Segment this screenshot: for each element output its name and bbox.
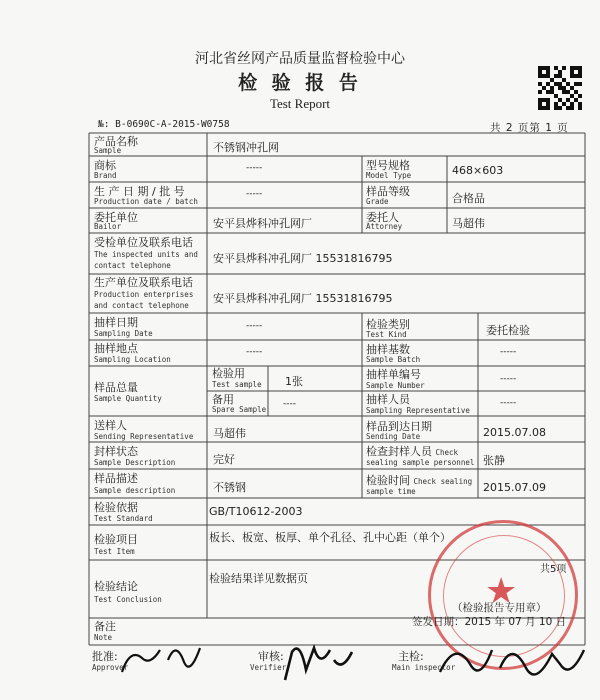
grade-value: 合格品 [452, 192, 485, 205]
attorney-label-en: Attorney [366, 222, 403, 231]
attorney-value: 马超伟 [452, 217, 485, 230]
test-standard-label: 检验依据 [94, 501, 138, 514]
sample-description-value: 不锈钢 [213, 481, 246, 494]
sampler-label-en: Sampling Representative [366, 406, 470, 415]
model-label: 型号规格 [366, 159, 410, 172]
main-inspector-label-en: Main inspector [392, 663, 456, 672]
sample-quantity-label-en: Sample Quantity [94, 394, 162, 403]
sample-quantity-label: 样品总量 [94, 381, 138, 394]
grade-label: 样品等级 [366, 185, 410, 198]
approver-label: 批准: [92, 650, 118, 663]
report-subtitle: Test Report [269, 96, 331, 111]
main-inspector-label: 主检: [398, 650, 424, 663]
sample-label: 产品名称 [94, 135, 138, 148]
org-name: 河北省丝网产品质量监督检验中心 [195, 51, 405, 67]
sender-label-en: Sending Representative [94, 432, 194, 441]
brand-value: ----- [246, 163, 263, 173]
sampling-location-label-en: Sampling Location [94, 355, 171, 364]
test-item-label-en: Test Item [94, 547, 135, 556]
check-time-label-en-b: sample time [366, 487, 416, 496]
seal-status-value: 完好 [213, 453, 235, 466]
sample-label-en: Sample [94, 146, 122, 155]
sampling-date-label-en: Sampling Date [94, 329, 153, 338]
bailor-label: 委托单位 [94, 211, 138, 224]
model-label-en: Model Type [366, 171, 412, 180]
test-kind-value: 委托检验 [486, 324, 530, 337]
brand-label-en: Brand [94, 171, 117, 180]
checker-label: 检查封样人员 [366, 445, 432, 458]
star-icon: ★ [485, 571, 518, 612]
test-standard-value: GB/T10612-2003 [209, 505, 303, 518]
approver-label-en: Approver [92, 663, 129, 672]
check-time-label-en-a: Check sealing [413, 477, 473, 486]
spare-sample-label-en: Spare Sample [212, 405, 267, 414]
test-sample-value: 1张 [285, 375, 303, 388]
sampling-date-label: 抽样日期 [94, 316, 138, 329]
sample-description-label: 样品描述 [94, 472, 138, 485]
issue-date: 签发日期：2015 年 07 月 10 日 [412, 616, 567, 628]
sample-batch-label-en: Sample Batch [366, 355, 421, 364]
conclusion-label-en: Test Conclusion [94, 595, 162, 604]
test-kind-label-en: Test Kind [366, 330, 407, 339]
producer-label: 生产单位及联系电话 [94, 276, 193, 289]
verifier-label: 审核: [258, 650, 284, 663]
sample-batch-value: ----- [500, 347, 517, 357]
sending-date-label-en: Sending Date [366, 432, 421, 441]
sample-description-label-en: Sample description [94, 486, 176, 495]
sampler-label: 抽样人员 [366, 393, 410, 406]
spare-sample-label: 备用 [212, 393, 234, 406]
sender-value: 马超伟 [213, 427, 246, 440]
sending-date-label: 样品到达日期 [366, 420, 432, 433]
sending-date-value: 2015.07.08 [483, 426, 546, 439]
producer-value: 安平县烨科冲孔网厂 15531816795 [213, 292, 393, 305]
producer-label-en-1: Production enterprises [94, 290, 194, 299]
checker-label-en-a: Check [435, 448, 459, 457]
attorney-label: 委托人 [366, 211, 399, 224]
spare-sample-value: ---- [283, 399, 296, 409]
note-label-en: Note [94, 633, 113, 642]
test-item-label: 检验项目 [94, 533, 138, 546]
seal-status-label: 封样状态 [94, 445, 138, 458]
conclusion-label: 检验结论 [94, 580, 138, 593]
production-date-label-en: Production date / batch [94, 197, 198, 206]
grade-label-en: Grade [366, 197, 389, 206]
page-info: 共 2 页第 1 页 [490, 122, 569, 134]
sampler-value: ----- [500, 398, 517, 408]
sender-label: 送样人 [94, 419, 127, 432]
bailor-label-en: Bailor [94, 222, 122, 231]
sample-number-label: 抽样单编号 [366, 368, 421, 381]
test-kind-label: 检验类别 [366, 318, 410, 331]
checker-value: 张静 [483, 454, 505, 467]
production-date-value: ----- [246, 189, 263, 199]
inspected-units-label: 受检单位及联系电话 [94, 236, 193, 249]
test-sample-label: 检验用 [212, 367, 245, 380]
note-label: 备注 [94, 620, 116, 633]
sample-batch-label: 抽样基数 [366, 343, 410, 356]
report-title: 检 验 报 告 [238, 72, 362, 94]
inspected-units-label-en-2: contact telephone [94, 261, 171, 270]
sampling-location-value: ----- [246, 347, 263, 357]
brand-label: 商标 [94, 159, 116, 172]
sampling-location-label: 抽样地点 [94, 342, 138, 355]
item-count: 共5项 [540, 564, 567, 575]
seal-status-label-en: Sample Description [94, 458, 176, 467]
sample-value: 不锈钢冲孔网 [213, 141, 279, 154]
model-value: 468×603 [452, 164, 504, 177]
sample-number-value: ----- [500, 374, 517, 384]
sampling-date-value: ----- [246, 321, 263, 331]
conclusion-value: 检验结果详见数据页 [209, 572, 308, 585]
checker-label-en-b: sealing sample personnel [366, 458, 475, 467]
sample-number-label-en: Sample Number [366, 381, 425, 390]
check-time-value: 2015.07.09 [483, 481, 546, 494]
test-item-value: 板长、板宽、板厚、单个孔径、孔中心距（单个） [209, 531, 451, 544]
inspected-units-label-en-1: The inspected units and [94, 250, 198, 259]
seal-caption: （检验报告专用章） [452, 602, 547, 614]
inspected-units-value: 安平县烨科冲孔网厂 15531816795 [213, 252, 393, 265]
test-standard-label-en: Test Standard [94, 514, 153, 523]
test-sample-label-en: Test sample [212, 380, 262, 389]
report-number: №: B-0690C-A-2015-W0758 [98, 119, 230, 130]
verifier-label-en: Verifier [250, 663, 287, 672]
production-date-label: 生 产 日 期 / 批 号 [94, 185, 185, 198]
check-time-label: 检验时间 [366, 474, 410, 487]
producer-label-en-2: and contact telephone [94, 301, 189, 310]
bailor-value: 安平县烨科冲孔网厂 [213, 217, 312, 230]
